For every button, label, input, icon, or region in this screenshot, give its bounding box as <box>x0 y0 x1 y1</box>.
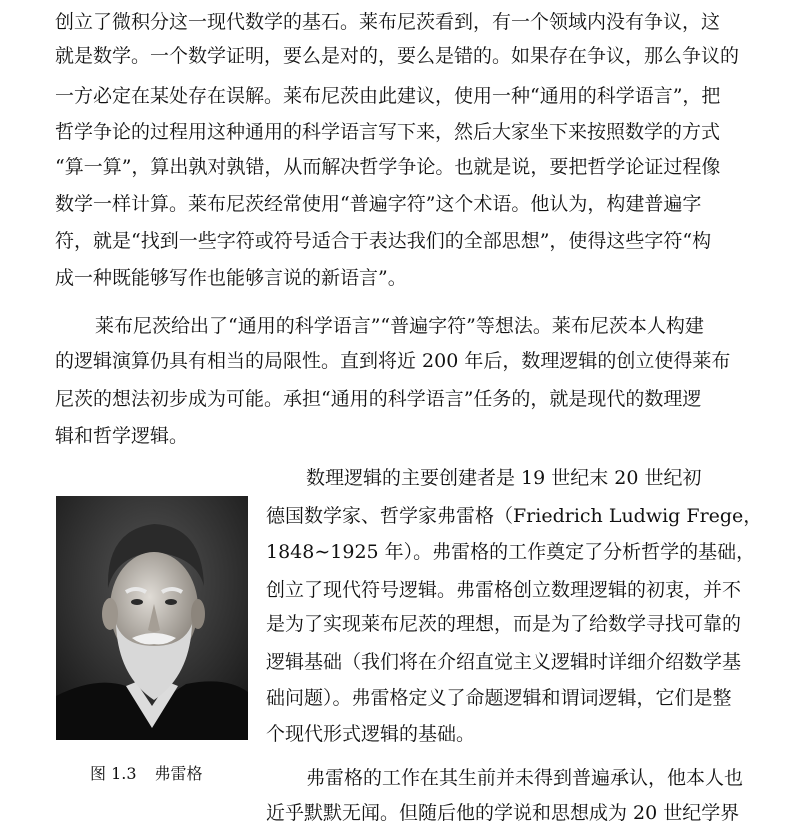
text-line: 近乎默默无闻。但随后他的学说和思想成为 20 世纪学界 <box>266 802 740 824</box>
text-line: 莱布尼茨给出了“通用的科学语言”“普遍字符”等想法。莱布尼茨本人构建 <box>95 315 704 337</box>
text-line: 逻辑基础（我们将在介绍直觉主义逻辑时详细介绍数学基 <box>266 651 742 673</box>
text-line: 一方必定在某处存在误解。莱布尼茨由此建议，使用一种“通用的科学语言”，把 <box>55 85 721 107</box>
text-line: 1848∼1925 年）。弗雷格的工作奠定了分析哲学的基础， <box>266 541 756 563</box>
text-line: 就是数学。一个数学证明，要么是对的，要么是错的。如果存在争议，那么争议的 <box>55 45 740 67</box>
text-line: 的逻辑演算仍具有相当的局限性。直到将近 200 年后，数理逻辑的创立使得莱布 <box>55 350 731 372</box>
text-line: 创立了现代符号逻辑。弗雷格创立数理逻辑的初衷，并不 <box>266 579 742 601</box>
text-line: 是为了实现莱布尼茨的理想，而是为了给数学寻找可靠的 <box>266 613 742 635</box>
portrait-image <box>56 496 248 740</box>
text-line: 德国数学家、哲学家弗雷格（Friedrich Ludwig Frege， <box>266 505 763 527</box>
text-line: 尼茨的想法初步成为可能。承担“通用的科学语言”任务的，就是现代的数理逻 <box>55 388 702 410</box>
figure-title: 弗雷格 <box>154 764 203 783</box>
text-line: 成一种既能够写作也能够言说的新语言”。 <box>55 267 407 289</box>
text-line: 个现代形式逻辑的基础。 <box>266 723 476 745</box>
text-line: 数学一样计算。莱布尼茨经常使用“普遍字符”这个术语。他认为，构建普遍字 <box>55 193 702 215</box>
text-line: 辑和哲学逻辑。 <box>55 425 189 447</box>
text-line: 哲学争论的过程用这种通用的科学语言写下来，然后大家坐下来按照数学的方式 <box>55 121 721 143</box>
frege-portrait <box>56 496 248 740</box>
text-line: 数理逻辑的主要创建者是 19 世纪末 20 世纪初 <box>306 467 702 489</box>
figure-caption <box>90 764 250 784</box>
text-line: 符，就是“找到一些字符或符号适合于表达我们的全部思想”，使得这些字符“构 <box>55 230 712 252</box>
figure-number: 图 1.3 <box>90 764 137 783</box>
text-line: 础问题）。弗雷格定义了命题逻辑和谓词逻辑，它们是整 <box>266 687 732 709</box>
text-line: “算一算”，算出孰对孰错，从而解决哲学争论。也就是说，要把哲学论证过程像 <box>55 156 721 178</box>
text-line: 弗雷格的工作在其生前并未得到普遍承认，他本人也 <box>306 767 744 789</box>
text-line: 创立了微积分这一现代数学的基石。莱布尼茨看到，有一个领域内没有争议，这 <box>55 11 721 33</box>
